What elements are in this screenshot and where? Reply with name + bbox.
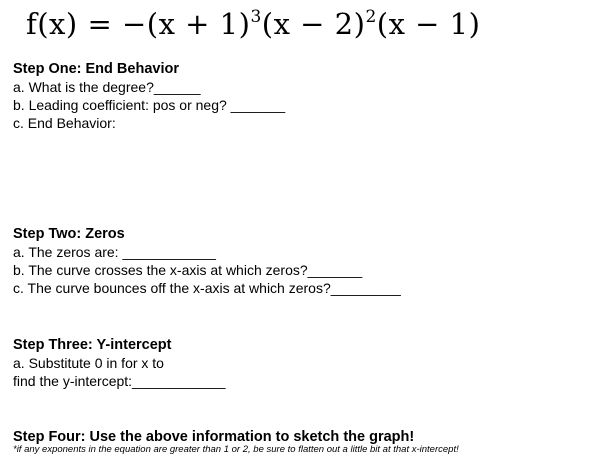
equation-factor-1: = −(x + 1) xyxy=(87,7,251,41)
step-four-heading: Step Four: Use the above information to sketch the graph! xyxy=(13,429,415,445)
equation-factor-2: (x − 2) xyxy=(261,7,366,41)
step-three-heading: Step Three: Y-intercept xyxy=(13,337,172,353)
step-three-question-a-line-2: find the y-intercept:____________ xyxy=(13,373,226,389)
step-one-question-a: a. What is the degree?______ xyxy=(13,79,201,95)
step-two-heading: Step Two: Zeros xyxy=(13,226,125,242)
step-one-question-b: b. Leading coefficient: pos or neg? _______ xyxy=(13,97,286,113)
flatten-note: *if any exponents in the equation are greater than 1 or 2, be sure to flatten out a little bit at that x-intercept! xyxy=(13,444,459,455)
step-one-question-c: c. End Behavior: xyxy=(13,115,116,131)
step-one-section xyxy=(13,60,285,132)
function-equation xyxy=(26,4,480,44)
exponent-1: 3 xyxy=(250,7,262,27)
step-two-question-c: c. The curve bounces off the x-axis at which zeros?_________ xyxy=(13,280,401,296)
function-name: f(x) xyxy=(26,7,78,41)
step-three-question-a-line-1: a. Substitute 0 in for x to xyxy=(13,355,164,371)
step-two-section xyxy=(13,225,401,297)
step-two-question-a: a. The zeros are: ____________ xyxy=(13,244,216,260)
step-one-heading: Step One: End Behavior xyxy=(13,61,179,77)
equation-factor-3: (x − 1) xyxy=(376,7,481,41)
exponent-2: 2 xyxy=(365,7,377,27)
step-three-section xyxy=(13,336,226,390)
step-two-question-b: b. The curve crosses the x-axis at which zeros?_______ xyxy=(13,262,363,278)
